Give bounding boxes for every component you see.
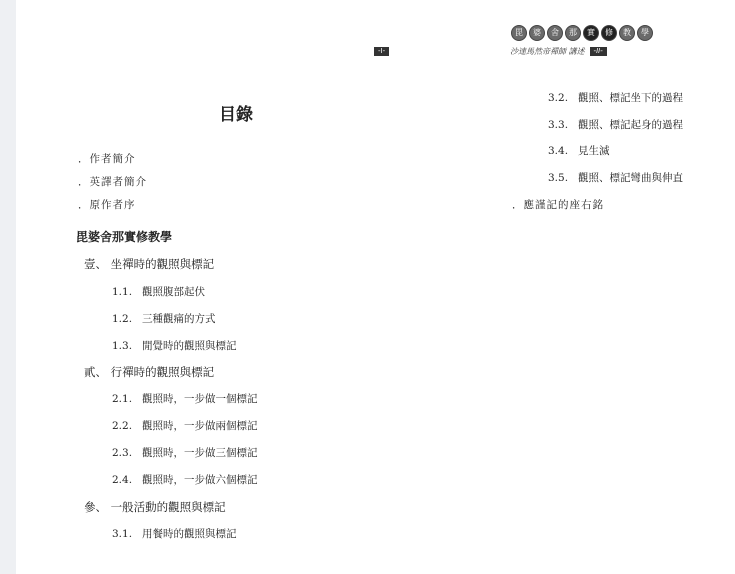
toc-subitem-number: 3.2.: [548, 92, 569, 104]
left-page-number: -I-: [374, 47, 389, 56]
toc-subitem-text: 閒覺時的觀照與標記: [142, 340, 237, 352]
toc-subitem-number: 2.3.: [112, 447, 133, 459]
toc-item[interactable]: ．原作者序: [78, 199, 136, 211]
right-page-number: -II-: [590, 47, 607, 56]
toc-subitem-text: 觀照腹部起伏: [142, 286, 206, 298]
toc-subitem-number: 1.1.: [112, 286, 133, 298]
toc-subitem[interactable]: [112, 445, 258, 460]
header-subtitle: [510, 46, 607, 57]
toc-subitem-text: 觀照時，一步做三個標記: [142, 447, 258, 459]
toc-subitem-number: 3.5.: [548, 172, 569, 184]
toc-subitem-text: 觀照時，一步做六個標記: [142, 474, 258, 486]
toc-subitem-text: 觀照、標記彎曲與伸直: [578, 172, 684, 184]
logo-seal: 毘: [511, 25, 527, 41]
toc-section[interactable]: 參、 一般活動的觀照與標記: [84, 500, 226, 514]
toc-subitem-number: 3.3.: [548, 119, 569, 131]
toc-subitem[interactable]: [112, 391, 258, 406]
toc-subitem[interactable]: [112, 311, 216, 326]
logo-seal: 教: [619, 25, 635, 41]
logo-seal: 實: [583, 25, 599, 41]
toc-subitem[interactable]: [112, 418, 258, 433]
book-logo: [511, 25, 653, 41]
toc-subitem-text: 觀照時，一步做一個標記: [142, 393, 258, 405]
toc-subitem[interactable]: [548, 117, 683, 132]
toc-subitem-number: 2.1.: [112, 393, 133, 405]
toc-subitem[interactable]: [112, 338, 237, 353]
toc-subitem-text: 觀照、標記坐下的過程: [578, 92, 684, 104]
toc-subitem-text: 觀照、標記起身的過程: [578, 119, 684, 131]
logo-seal: 學: [637, 25, 653, 41]
toc-subitem-text: 觀照時，一步做兩個標記: [142, 420, 258, 432]
toc-section[interactable]: 壹、 坐禪時的觀照與標記: [84, 257, 215, 271]
toc-subitem[interactable]: [112, 472, 258, 487]
toc-subitem-number: 3.1.: [112, 528, 133, 540]
document-page: [16, 0, 735, 574]
toc-subitem[interactable]: [112, 284, 205, 299]
toc-subitem-text: 用餐時的觀照與標記: [142, 528, 237, 540]
author-credit: 沙達馬然帝禪師 講述: [510, 47, 585, 56]
toc-section[interactable]: 貳、 行禪時的觀照與標記: [84, 365, 215, 379]
toc-subitem-number: 1.3.: [112, 340, 133, 352]
toc-subitem[interactable]: [548, 170, 683, 185]
toc-subitem-text: 見生滅: [578, 145, 610, 157]
toc-subitem[interactable]: [112, 526, 237, 541]
toc-item[interactable]: ．應謹記的座右銘: [512, 199, 604, 211]
logo-seal: 舍: [547, 25, 563, 41]
toc-subitem[interactable]: [548, 90, 683, 105]
logo-seal: 那: [565, 25, 581, 41]
toc-item[interactable]: ．作者簡介: [78, 153, 136, 165]
toc-item[interactable]: ．英譯者簡介: [78, 176, 147, 188]
toc-main-heading: 毘婆舍那實修教學: [76, 230, 173, 244]
toc-subitem[interactable]: [548, 143, 610, 158]
logo-seal: 修: [601, 25, 617, 41]
logo-seal: 婆: [529, 25, 545, 41]
toc-subitem-number: 1.2.: [112, 313, 133, 325]
toc-title: 目錄: [219, 105, 253, 125]
toc-subitem-number: 2.2.: [112, 420, 133, 432]
toc-subitem-text: 三種觀痛的方式: [142, 313, 216, 325]
toc-subitem-number: 3.4.: [548, 145, 569, 157]
toc-subitem-number: 2.4.: [112, 474, 133, 486]
